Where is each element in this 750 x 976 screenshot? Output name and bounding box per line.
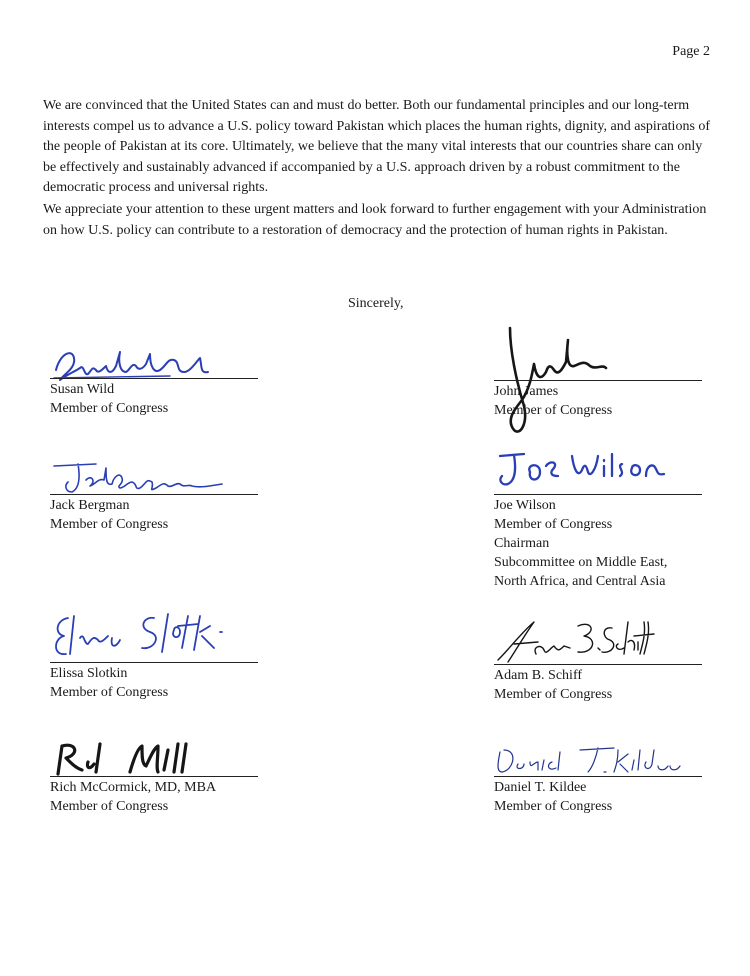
signatory-title: Member of Congress — [50, 799, 169, 814]
rich-mccormick-signature — [50, 736, 210, 780]
adam-schiff-signature — [494, 614, 654, 664]
jack-bergman-signature — [50, 458, 240, 498]
signatory-title: Member of Congress — [50, 517, 169, 532]
signatory-role: Chairman — [494, 536, 550, 551]
signatory-name: Rich McCormick, MD, MBA — [50, 780, 217, 795]
signatory-name: John James — [494, 384, 559, 399]
signatory-name: Joe Wilson — [494, 498, 556, 513]
daniel-kildee-signature — [494, 742, 684, 778]
body-paragraph-1: We are convinced that the United States can and must do better. Both our fundamental principles and our long-term interests compel us to advance a U.S. policy toward Pakistan which places the human rights, dignity, and aspirations of the people of Pakistan at its core. Ultimately, we believe that the many vital interests that our countries share can only be effectively and sustainably advanced if accompanied by a U.S. approach driven by a robust commitment to the democratic process and universal rights. — [43, 98, 711, 195]
signatory-name: Adam B. Schiff — [494, 668, 583, 683]
elissa-slotkin-signature — [50, 608, 250, 662]
signatory-subcommittee-cont: North Africa, and Central Asia — [494, 574, 666, 589]
signatory-subcommittee: Subcommittee on Middle East, — [494, 555, 668, 570]
joe-wilson-signature — [494, 446, 694, 492]
signatory-title: Member of Congress — [494, 517, 613, 532]
signatory-title: Member of Congress — [494, 799, 613, 814]
signatory-name: Jack Bergman — [50, 498, 130, 513]
signatory-name: Susan Wild — [50, 382, 115, 397]
signatory-title: Member of Congress — [494, 687, 613, 702]
closing-salutation: Sincerely, — [348, 296, 404, 311]
page-number: Page 2 — [672, 44, 710, 59]
signatory-name: Daniel T. Kildee — [494, 780, 587, 795]
signatory-title: Member of Congress — [494, 403, 613, 418]
signatory-title: Member of Congress — [50, 401, 169, 416]
signatory-name: Elissa Slotkin — [50, 666, 128, 681]
body-paragraph-2: We appreciate your attention to these urgent matters and look forward to further engagement with your Administration on how U.S. policy can contribute to a restoration of democracy and the protection of human rights in Pakistan. — [43, 202, 707, 238]
signatory-title: Member of Congress — [50, 685, 169, 700]
